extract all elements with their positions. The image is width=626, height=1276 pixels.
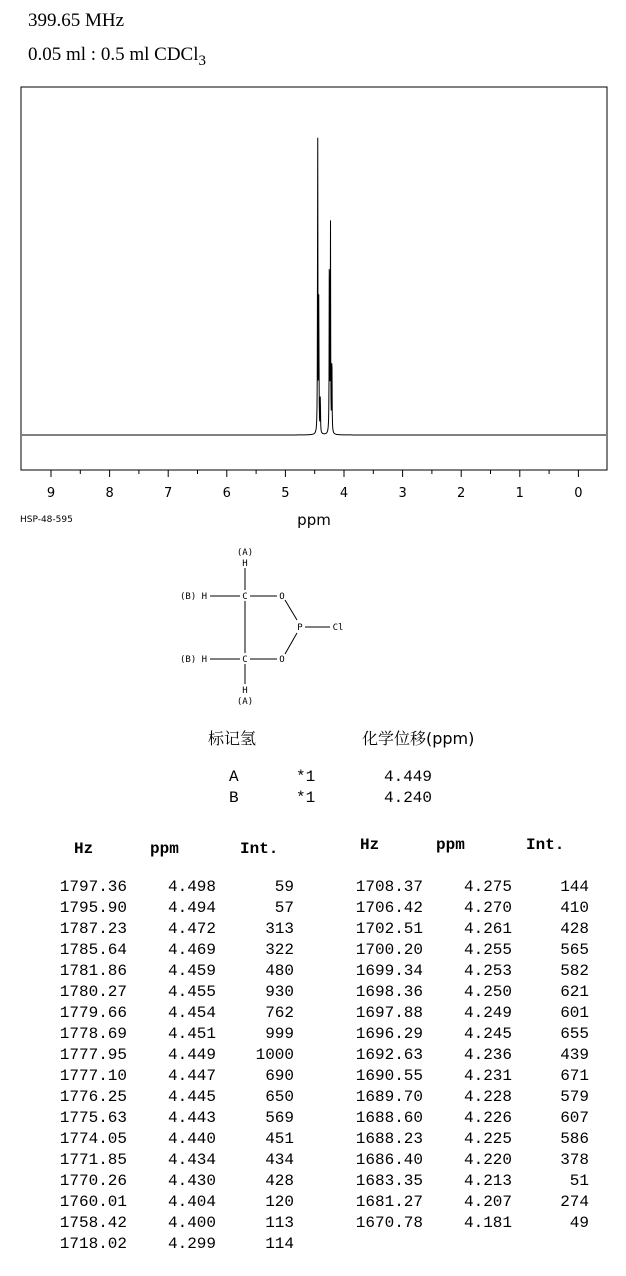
x-tick-label: 1	[515, 486, 524, 501]
cell-ppm: 4.445	[167, 1088, 216, 1106]
cell-ppm: 4.400	[167, 1214, 216, 1232]
cell-ppm: 4.455	[167, 983, 216, 1001]
h-top: H	[242, 559, 248, 569]
cell-int: 51	[569, 1172, 589, 1190]
cell-int: 428	[560, 920, 589, 938]
cell-ppm: 4.404	[167, 1193, 216, 1211]
cell-hz: 1706.42	[355, 899, 423, 917]
cell-int: 57	[274, 899, 294, 917]
x-tick-label: 4	[339, 486, 349, 501]
cell-int: 114	[265, 1235, 294, 1253]
cell-int: 434	[265, 1151, 294, 1169]
cell-hz: 1771.85	[59, 1151, 127, 1169]
cell-int: 999	[265, 1025, 294, 1043]
col-header-int-right: Int.	[526, 836, 565, 854]
cell-ppm: 4.220	[463, 1151, 512, 1169]
molecule-structure	[160, 540, 360, 710]
cell-hz: 1778.69	[59, 1025, 127, 1043]
cell-int: 601	[560, 1004, 589, 1022]
cell-int: 930	[265, 983, 294, 1001]
cell-hz: 1760.01	[59, 1193, 127, 1211]
cell-hz: 1777.10	[59, 1067, 127, 1085]
cell-int: 274	[560, 1193, 589, 1211]
cell-ppm: 4.228	[463, 1088, 512, 1106]
cell-hz: 1776.25	[59, 1088, 127, 1106]
cell-hz: 1670.78	[355, 1214, 423, 1232]
cell-int: 607	[560, 1109, 589, 1127]
cell-int: 59	[274, 878, 294, 896]
cell-hz: 1775.63	[59, 1109, 127, 1127]
x-tick-label: 3	[398, 486, 407, 501]
x-tick-label: 6	[222, 486, 231, 501]
cell-ppm: 4.449	[167, 1046, 216, 1064]
cell-int: 671	[560, 1067, 589, 1085]
assignment-row-b-shift: 4.240	[384, 789, 433, 807]
cell-hz: 1686.40	[355, 1151, 423, 1169]
cell-hz: 1708.37	[355, 878, 423, 896]
cell-int: 322	[265, 941, 294, 959]
cell-ppm: 4.447	[167, 1067, 216, 1085]
c-top: C	[242, 592, 248, 602]
assignment-row-b-label: B	[229, 789, 239, 807]
bonds	[210, 568, 330, 684]
cell-int: 313	[265, 920, 294, 938]
c-bottom: C	[242, 655, 248, 665]
cell-int: 762	[265, 1004, 294, 1022]
x-tick-label: 2	[457, 486, 466, 501]
cell-ppm: 4.440	[167, 1130, 216, 1148]
cell-int: 1000	[255, 1046, 294, 1064]
cell-hz: 1688.60	[355, 1109, 423, 1127]
cell-hz: 1699.34	[355, 962, 423, 980]
bond-o-p-bottom	[285, 633, 297, 654]
cell-hz: 1689.70	[355, 1088, 423, 1106]
o-bottom: O	[279, 655, 285, 665]
col-header-ppm-right: ppm	[436, 836, 465, 854]
cell-int: 113	[265, 1214, 294, 1232]
cell-int: 428	[265, 1172, 294, 1190]
cell-hz: 1777.95	[59, 1046, 127, 1064]
cell-ppm: 4.454	[167, 1004, 216, 1022]
x-tick-label: 9	[46, 486, 56, 501]
cell-int: 144	[560, 878, 589, 896]
cell-hz: 1692.63	[355, 1046, 423, 1064]
col-header-ppm: ppm	[150, 840, 179, 858]
cell-hz: 1698.36	[355, 983, 423, 1001]
cell-hz: 1780.27	[59, 983, 127, 1001]
bond-o-p-top	[285, 600, 297, 620]
cell-ppm: 4.451	[167, 1025, 216, 1043]
sample-text: 0.05 ml : 0.5 ml CDCl	[28, 44, 199, 65]
x-axis-label: ppm	[297, 511, 331, 529]
cell-hz: 1690.55	[355, 1067, 423, 1085]
cell-int: 621	[560, 983, 589, 1001]
cell-hz: 1702.51	[355, 920, 423, 938]
cell-ppm: 4.261	[463, 920, 512, 938]
cell-int: 451	[265, 1130, 294, 1148]
cell-ppm: 4.459	[167, 962, 216, 980]
cell-hz: 1770.26	[59, 1172, 127, 1190]
cell-ppm: 4.270	[463, 899, 512, 917]
cell-int: 650	[265, 1088, 294, 1106]
cell-hz: 1758.42	[59, 1214, 127, 1232]
cell-ppm: 4.231	[463, 1067, 512, 1085]
cell-ppm: 4.498	[167, 878, 216, 896]
assignment-header-shift: 化学位移(ppm)	[362, 729, 475, 748]
cl-atom: Cl	[332, 623, 344, 633]
x-tick-label: 0	[574, 486, 583, 501]
cell-int: 439	[560, 1046, 589, 1064]
cell-hz: 1787.23	[59, 920, 127, 938]
cell-int: 49	[569, 1214, 589, 1232]
cell-ppm: 4.226	[463, 1109, 512, 1127]
cell-ppm: 4.434	[167, 1151, 216, 1169]
p-atom: P	[297, 623, 303, 633]
assignment-row-b-mult: *1	[296, 789, 316, 807]
cell-ppm: 4.225	[463, 1130, 512, 1148]
spectrum-trace	[22, 138, 606, 435]
plot-frame	[21, 87, 607, 470]
cell-ppm: 4.249	[463, 1004, 512, 1022]
cell-ppm: 4.213	[463, 1172, 512, 1190]
cell-hz: 1718.02	[59, 1235, 127, 1253]
assignment-row-a-mult: *1	[296, 768, 316, 786]
assignment-header-label: 标记氢	[208, 729, 257, 748]
spectrum-code: HSP-48-595	[20, 515, 73, 525]
x-tick-label: 7	[164, 486, 173, 501]
cell-int: 690	[265, 1067, 294, 1085]
assignment-row-a-label: A	[229, 768, 239, 786]
cell-int: 410	[560, 899, 589, 917]
cell-ppm: 4.236	[463, 1046, 512, 1064]
cell-ppm: 4.443	[167, 1109, 216, 1127]
cell-int: 480	[265, 962, 294, 980]
cell-hz: 1700.20	[355, 941, 423, 959]
cell-ppm: 4.253	[463, 962, 512, 980]
cell-ppm: 4.430	[167, 1172, 216, 1190]
cell-int: 120	[265, 1193, 294, 1211]
cell-hz: 1797.36	[59, 878, 127, 896]
cell-hz: 1795.90	[59, 899, 127, 917]
cell-hz: 1774.05	[59, 1130, 127, 1148]
h-bottom: H	[242, 686, 248, 696]
col-header-int: Int.	[240, 840, 279, 858]
o-top: O	[279, 592, 285, 602]
cell-int: 579	[560, 1088, 589, 1106]
x-tick-label: 8	[105, 486, 114, 501]
cell-hz: 1785.64	[59, 941, 127, 959]
cell-hz: 1781.86	[59, 962, 127, 980]
cell-ppm: 4.275	[463, 878, 512, 896]
cell-int: 569	[265, 1109, 294, 1127]
x-tick-label: 5	[281, 486, 290, 501]
cell-int: 565	[560, 941, 589, 959]
label-a-bottom: (A)	[236, 697, 254, 707]
bh-bottom: (B) H	[180, 655, 208, 665]
assignment-row-a-shift: 4.449	[384, 768, 433, 786]
nmr-spectrum-chart	[0, 0, 626, 540]
cell-ppm: 4.250	[463, 983, 512, 1001]
cell-ppm: 4.494	[167, 899, 216, 917]
cell-ppm: 4.255	[463, 941, 512, 959]
cell-ppm: 4.299	[167, 1235, 216, 1253]
col-header-hz: Hz	[74, 840, 94, 858]
cell-hz: 1779.66	[59, 1004, 127, 1022]
x-axis	[47, 470, 583, 501]
cell-hz: 1697.88	[355, 1004, 423, 1022]
cell-hz: 1681.27	[355, 1193, 423, 1211]
col-header-hz-right: Hz	[360, 836, 380, 854]
cell-int: 586	[560, 1130, 589, 1148]
cell-int: 378	[560, 1151, 589, 1169]
cell-hz: 1683.35	[355, 1172, 423, 1190]
cell-ppm: 4.472	[167, 920, 216, 938]
cell-ppm: 4.469	[167, 941, 216, 959]
cell-ppm: 4.181	[463, 1214, 512, 1232]
label-a-top: (A)	[236, 548, 254, 558]
cell-ppm: 4.245	[463, 1025, 512, 1043]
cell-hz: 1696.29	[355, 1025, 423, 1043]
bh-top: (B) H	[180, 592, 208, 602]
cell-ppm: 4.207	[463, 1193, 512, 1211]
cell-int: 582	[560, 962, 589, 980]
cell-hz: 1688.23	[355, 1130, 423, 1148]
sample-subscript: 3	[198, 52, 206, 69]
spectrometer-frequency: 399.65 MHz	[28, 10, 125, 31]
cell-int: 655	[560, 1025, 589, 1043]
